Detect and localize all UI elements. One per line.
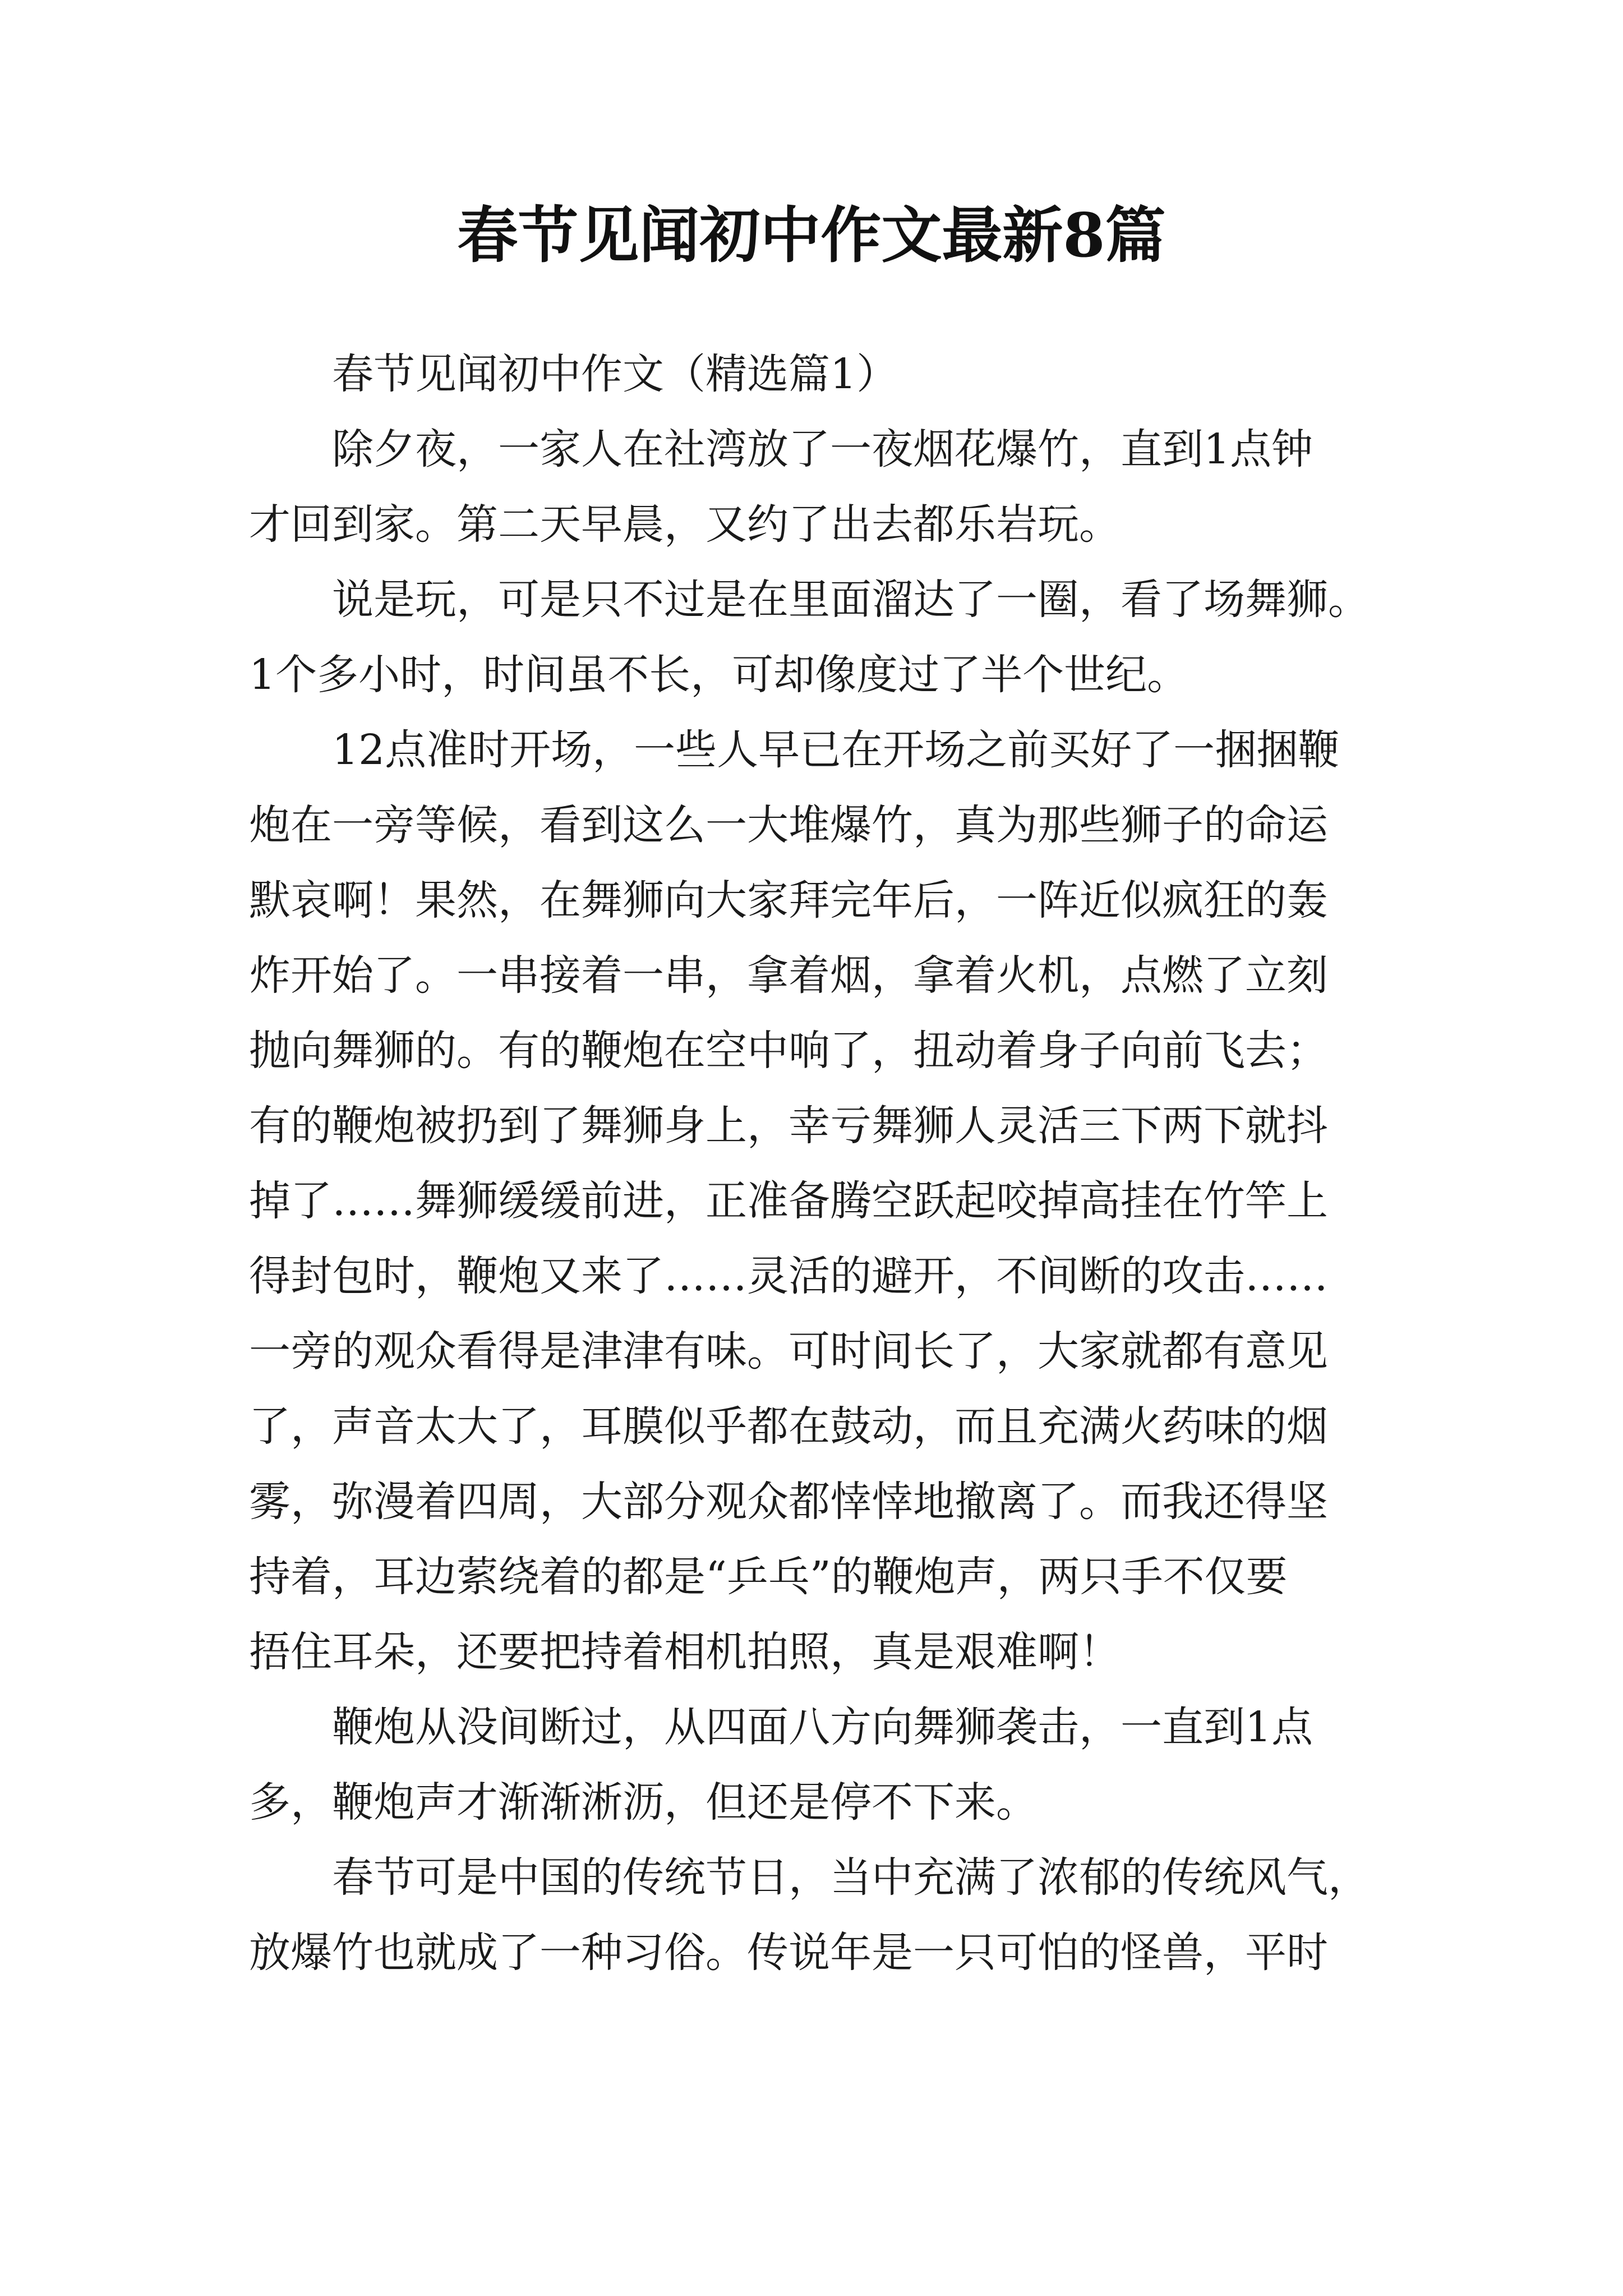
text-line: 默哀啊！果然，在舞狮向大家拜完年后，一阵近似疯狂的轰 — [249, 876, 1328, 924]
paragraph — [249, 712, 1380, 1690]
text-line: 除夕夜，一家人在社湾放了一夜烟花爆竹，直到1点钟 — [332, 425, 1313, 473]
text-line: 了，声音太大了，耳膜似乎都在鼓动，而且充满火药味的烟 — [249, 1402, 1328, 1451]
text-line: 炮在一旁等候，看到这么一大堆爆竹，真为那些狮子的命运 — [249, 801, 1328, 849]
paragraph — [249, 412, 1380, 562]
text-line: 一旁的观众看得是津津有味。可时间长了，大家就都有意见 — [249, 1327, 1328, 1375]
text-line: 春节见闻初中作文（精选篇1） — [332, 350, 898, 398]
text-line: 说是玩，可是只不过是在里面溜达了一圈，看了场舞狮。 — [332, 576, 1370, 624]
text-line: 持着，耳边萦绕着的都是“乒乓”的鞭炮声，两只手不仅要 — [249, 1553, 1288, 1601]
paragraph — [249, 1840, 1380, 1990]
text-line: 多，鞭炮声才渐渐淅沥，但还是停不下来。 — [249, 1778, 1038, 1826]
document-body — [249, 337, 1380, 1990]
text-line: 放爆竹也就成了一种习俗。传说年是一只可怕的怪兽，平时 — [249, 1929, 1328, 1977]
text-line: 鞭炮从没间断过，从四面八方向舞狮袭击，一直到1点 — [332, 1703, 1313, 1751]
paragraph — [249, 337, 1380, 412]
text-line: 掉了……舞狮缓缓前进，正准备腾空跃起咬掉高挂在竹竿上 — [249, 1177, 1328, 1225]
document-title: 春节见闻初中作文最新8篇 — [457, 200, 1166, 271]
text-line: 炸开始了。一串接着一串，拿着烟，拿着火机，点燃了立刻 — [249, 951, 1328, 1000]
text-line: 有的鞭炮被扔到了舞狮身上，幸亏舞狮人灵活三下两下就抖 — [249, 1102, 1328, 1150]
text-line: 12点准时开场，一些人早已在开场之前买好了一捆捆鞭 — [332, 726, 1340, 774]
text-line: 春节可是中国的传统节日，当中充满了浓郁的传统风气， — [332, 1853, 1370, 1902]
text-line: 得封包时，鞭炮又来了……灵活的避开，不间断的攻击…… — [249, 1252, 1328, 1300]
paragraph — [249, 562, 1380, 712]
text-line: 1个多小时，时间虽不长，可却像度过了半个世纪。 — [249, 651, 1189, 699]
text-line: 抛向舞狮的。有的鞭炮在空中响了，扭动着身子向前飞去； — [249, 1027, 1328, 1075]
text-line: 才回到家。第二天早晨，又约了出去都乐岩玩。 — [249, 500, 1121, 549]
text-line: 捂住耳朵，还要把持着相机拍照，真是艰难啊！ — [249, 1628, 1121, 1676]
text-line: 雾，弥漫着四周，大部分观众都悻悻地撤离了。而我还得坚 — [249, 1478, 1328, 1526]
paragraph — [249, 1690, 1380, 1840]
